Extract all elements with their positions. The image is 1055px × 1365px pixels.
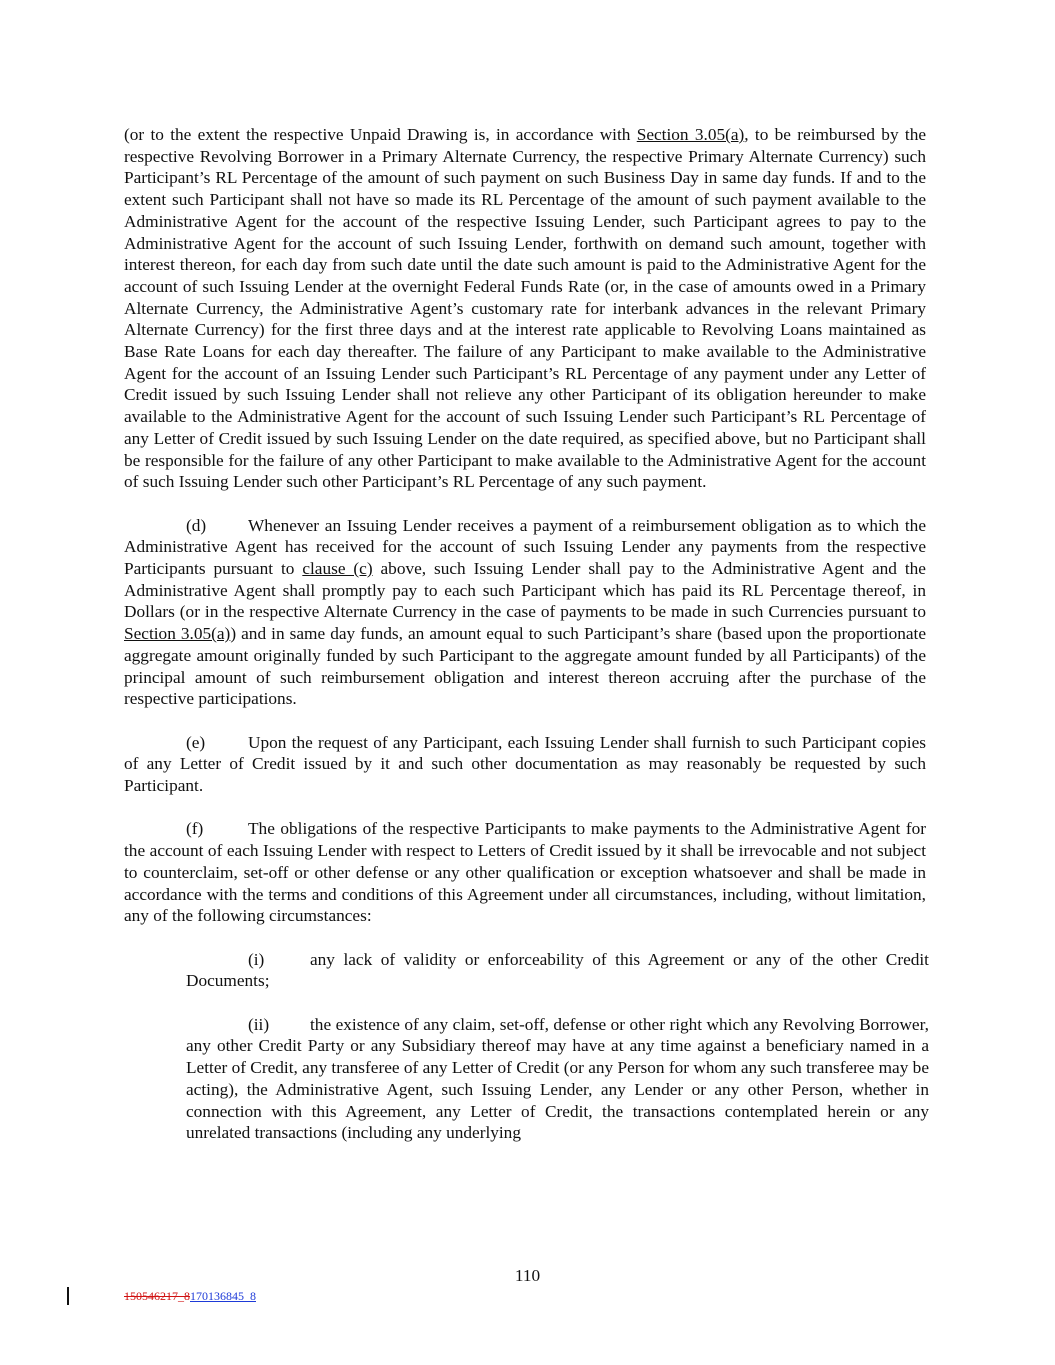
page-number: 110 xyxy=(514,1266,541,1285)
paragraph-c-continued xyxy=(124,124,926,493)
document-body xyxy=(124,124,929,1144)
text: (or to the extent the respective Unpaid Drawing is, in accordance with xyxy=(124,125,637,144)
text: any lack of validity or enforceability of this Agreement or any of the other Credit Documents; xyxy=(186,949,929,991)
clause-label: (d) xyxy=(186,515,207,535)
section-reference: Section 3.05(a) xyxy=(124,624,231,644)
text: Whenever an Issuing Lender receives a payment of a reimbursement obligation as to which the Administrative Agent has received for the account of such Issuing Lender any payments from the respective Participants pursuant to xyxy=(124,515,926,579)
text: The obligations of the respective Participants to make payments to the Administrative Agent for the account of each Issuing Lender with respect to Letters of Credit issued by it shall be irrevocable and not subject to counterclaim, set-off or other defense or any other qualification or exception whatsoever and shall be made in accordance with the terms and conditions of this Agreement under all circumstances, including, without limitation, any of the following circumstances: xyxy=(124,819,926,926)
deleted-document-id: 150546217_8 xyxy=(124,1289,190,1303)
paragraph-f xyxy=(124,818,926,927)
subparagraph-ii xyxy=(186,1014,929,1144)
clause-label: (e) xyxy=(186,732,206,752)
paragraph-e xyxy=(124,732,926,797)
text: Upon the request of any Participant, each Issuing Lender shall furnish to such Participant copies of any Letter of Credit issued by it and such other documentation as may reasonably be requested by such Participant. xyxy=(124,732,926,796)
inserted-document-id: 170136845_8 xyxy=(190,1289,256,1303)
text: the existence of any claim, set-off, defense or other right which any Revolving Borrower, any other Credit Party or any Subsidiary thereof may have at any time against a beneficiary named in a Letter of Credit, any transferee of any Letter of Credit (or any Person for whom any such transferee may be acting), the Administrative Agent, such Issuing Lender, any Lender or any other Person, whether in connection with this Agreement, any Letter of Credit, the transactions contemplated herein or any unrelated transactions (including any underlying xyxy=(186,1014,929,1143)
document-id xyxy=(124,1289,256,1304)
paragraph-d xyxy=(124,515,926,710)
change-bar xyxy=(67,1287,69,1305)
clause-reference: clause (c) xyxy=(302,559,373,579)
text: ) and in same day funds, an amount equal to such Participant’s share (based upon the proportionate aggregate amount originally funded by such Participant to the aggregate amount funded by all Participants) of the principal amount of such reimbursement obligation and interest thereon accruing after the purchase of the respective participations. xyxy=(124,624,927,709)
clause-label: (f) xyxy=(186,819,204,839)
subparagraph-i xyxy=(186,949,929,992)
text: , to be reimbursed by the respective Revolving Borrower in a Primary Alternate Currency, the respective Primary Alternate Currency) such Participant’s RL Percentage of the amount of such payment on such Business Day in same day funds. If and to the extent such Participant shall not have so made its RL Percentage of the amount of such payment available to the Administrative Agent for the account of the respective Issuing Lender, such Participant agrees to pay to the Administrative Agent for the account of such Issuing Lender, forthwith on demand such amount, together with interest thereon, for each day from such date until the date such amount is paid to the Administrative Agent for the account of such Issuing Lender at the overnight Federal Funds Rate (or, in the case of amounts owed in a Primary Alternate Currency, the Administrative Agent’s customary rate for interbank advances in the relevant Primary Alternate Currency) for the first three days and at the interest rate applicable to Revolving Loans maintained as Base Rate Loans for each day thereafter. The failure of any Participant to make available to the Administrative Agent for the account of an Issuing Lender such Participant’s RL Percentage of any payment under any Letter of Credit issued by such Issuing Lender shall not relieve any other Participant of its obligation hereunder to make available to the Administrative Agent for the account of such Issuing Lender such Participant’s RL Percentage of any Letter of Credit issued by such Issuing Lender on the date required, as specified above, but no Participant shall be responsible for the failure of any other Participant to make available to the Administrative Agent for the account of such Issuing Lender such other Participant’s RL Percentage of any such payment. xyxy=(124,125,927,492)
clause-label: (ii) xyxy=(248,1014,270,1034)
text: above, such Issuing Lender shall pay to the Administrative Agent and the Administrative Agent shall promptly pay to each such Participant which has paid its RL Percentage thereof, in Dollars (or in the respective Alternate Currency in the case of payments to be made in such Currencies pursuant to xyxy=(124,559,926,622)
section-reference: Section 3.05(a) xyxy=(636,125,745,144)
clause-label: (i) xyxy=(248,949,265,969)
